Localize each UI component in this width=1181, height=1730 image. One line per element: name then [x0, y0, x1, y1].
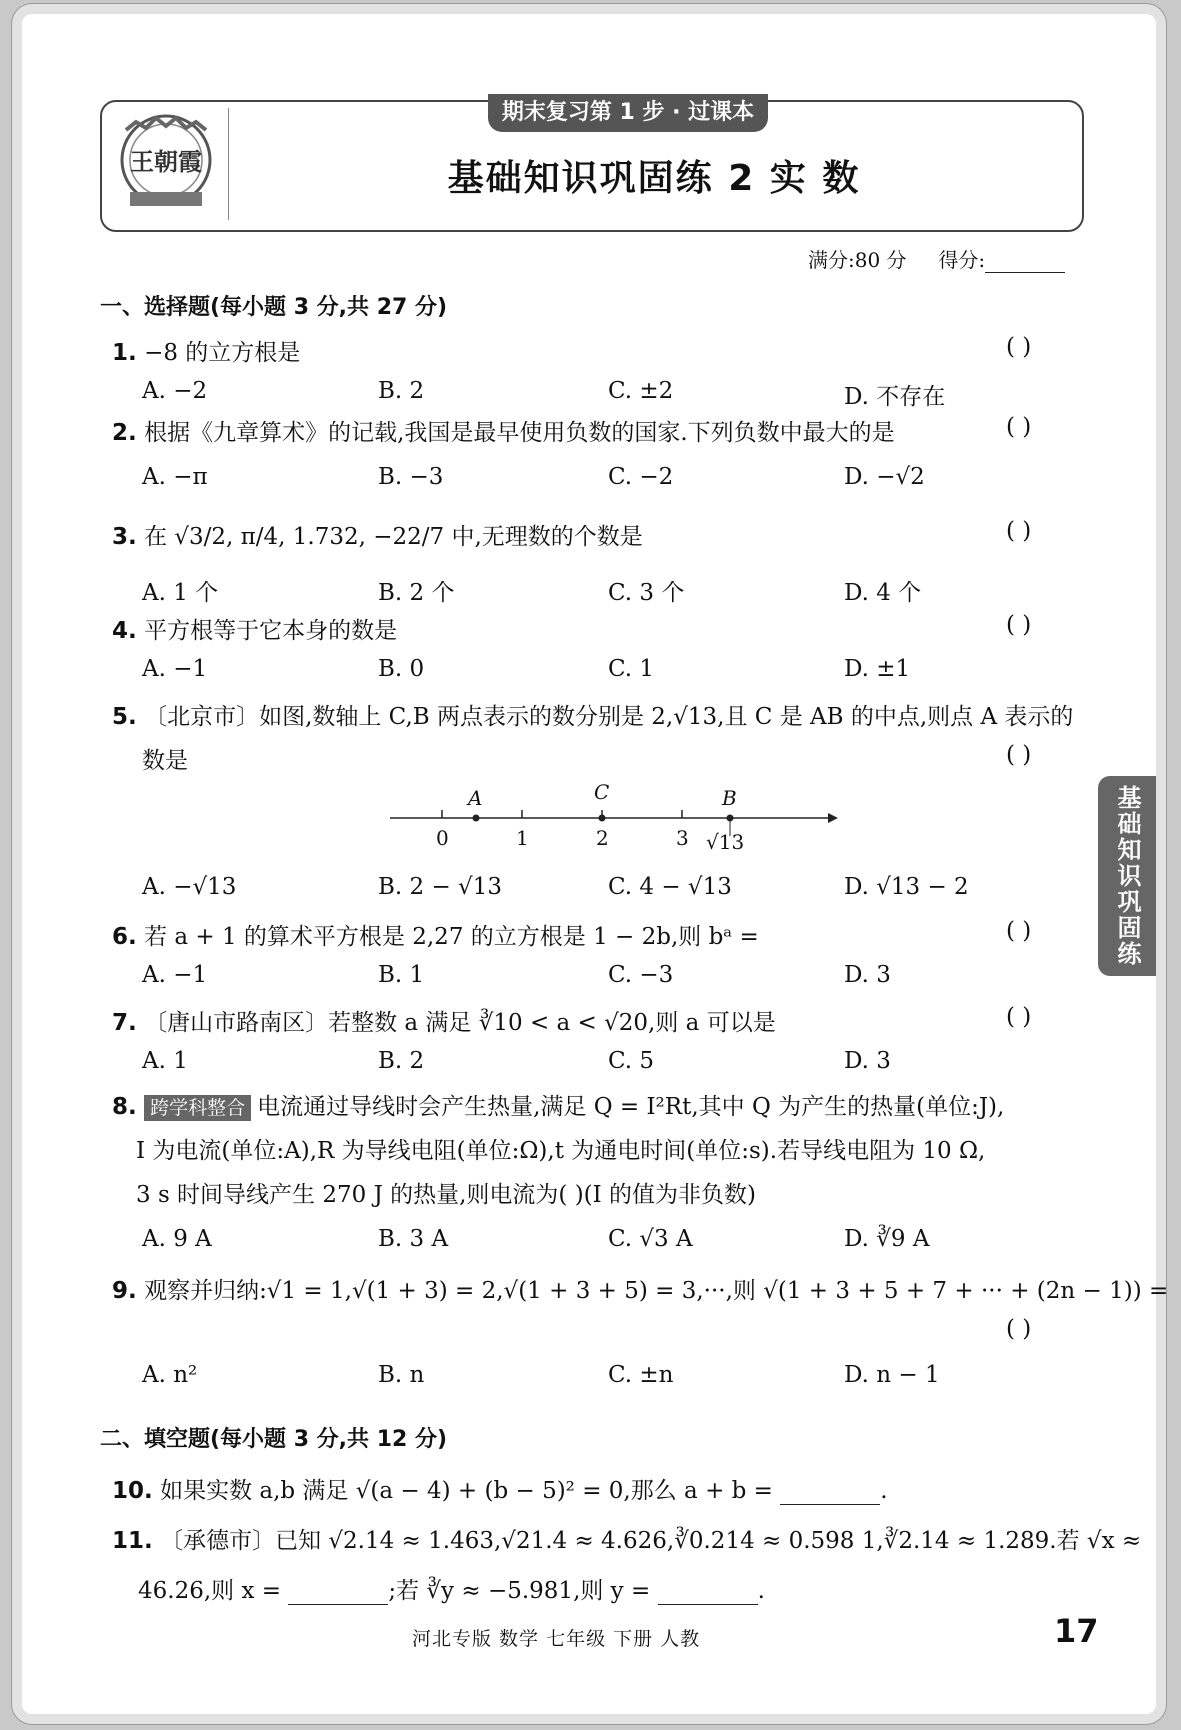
- sqrt13-label: √13: [706, 830, 745, 854]
- option-d[interactable]: D. 不存在: [844, 384, 946, 410]
- question-2: 2. 根据《九章算术》的记载,我国是最早使用负数的国家.下列负数中最大的是: [112, 420, 895, 446]
- option-d[interactable]: D. n − 1: [844, 1362, 940, 1388]
- question-11: 11. 〔承德市〕已知 √2.14 ≈ 1.463,√21.4 ≈ 4.626,∛0.214 ≈ 0.598 1,∛2.14 ≈ 1.289.若 √x ≈: [112, 1528, 1142, 1554]
- question-9: 9. 观察并归纳:√1 = 1,√(1 + 3) = 2,√(1 + 3 + 5) = 3,···,则 √(1 + 3 + 5 + 7 + ··· + (2n − 1)) =: [112, 1278, 1169, 1304]
- page-title: 基础知识巩固练 2 实 数: [447, 158, 861, 199]
- point-c-label: C: [594, 780, 610, 804]
- svg-text:王朝霞: 王朝霞: [130, 147, 202, 176]
- option-c[interactable]: C. ±2: [608, 378, 674, 404]
- answer-paren-1[interactable]: ( ): [1006, 334, 1032, 360]
- answer-blank-11-y[interactable]: [658, 1584, 758, 1605]
- side-tab[interactable]: 基础知识巩固练: [1098, 776, 1156, 976]
- option-b[interactable]: B. 2 个: [378, 580, 455, 606]
- question-1: 1. −8 的立方根是: [112, 340, 301, 366]
- point-b-label: B: [722, 786, 737, 810]
- answer-paren-7[interactable]: ( ): [1006, 1004, 1032, 1030]
- option-a[interactable]: A. 9 A: [142, 1226, 212, 1252]
- question-6: 6. 若 a + 1 的算术平方根是 2,27 的立方根是 1 − 2b,则 bᵃ =: [112, 924, 759, 950]
- number-line: [388, 780, 838, 860]
- answer-paren-9[interactable]: ( ): [1006, 1316, 1032, 1342]
- option-c[interactable]: C. −2: [608, 464, 674, 490]
- option-b[interactable]: B. 3 A: [378, 1226, 449, 1252]
- question-8: 8. 跨学科整合 电流通过导线时会产生热量,满足 Q = I²Rt,其中 Q 为产生的热量(单位:J),: [112, 1094, 1005, 1120]
- option-b[interactable]: B. 1: [378, 962, 425, 988]
- option-a[interactable]: A. 1 个: [142, 580, 219, 606]
- answer-paren-6[interactable]: ( ): [1006, 918, 1032, 944]
- question-5: 5. 〔北京市〕如图,数轴上 C,B 两点表示的数分别是 2,√13,且 C 是 AB 的中点,则点 A 表示的: [112, 704, 1074, 730]
- question-8-line2: I 为电流(单位:A),R 为导线电阻(单位:Ω),t 为通电时间(单位:s).若导线电阻为 10 Ω,: [136, 1138, 986, 1164]
- option-c[interactable]: C. 3 个: [608, 580, 685, 606]
- option-b[interactable]: B. 2 − √13: [378, 874, 502, 900]
- tick-2: 2: [596, 826, 609, 850]
- option-b[interactable]: B. 2: [378, 1048, 425, 1074]
- question-4: 4. 平方根等于它本身的数是: [112, 618, 398, 644]
- interdisciplinary-tag: 跨学科整合: [144, 1095, 251, 1121]
- option-d[interactable]: D. √13 − 2: [844, 874, 969, 900]
- option-c[interactable]: C. ±n: [608, 1362, 674, 1388]
- page-number: 17: [1054, 1612, 1099, 1650]
- got-score-label: 得分:: [938, 248, 986, 272]
- option-c[interactable]: C. 4 − √13: [608, 874, 732, 900]
- option-d[interactable]: D. 3: [844, 1048, 891, 1074]
- option-d[interactable]: D. −√2: [844, 464, 925, 490]
- option-d[interactable]: D. 3: [844, 962, 891, 988]
- point-a-label: A: [468, 786, 483, 810]
- answer-paren-2[interactable]: ( ): [1006, 414, 1032, 440]
- question-10: 10. 如果实数 a,b 满足 √(a − 4) + (b − 5)² = 0,那么 a + b = .: [112, 1478, 888, 1504]
- option-a[interactable]: A. −1: [142, 656, 208, 682]
- answer-paren-5[interactable]: ( ): [1006, 742, 1032, 768]
- option-c[interactable]: C. 1: [608, 656, 655, 682]
- tick-1: 1: [516, 826, 529, 850]
- score-line: [808, 244, 1065, 273]
- option-a[interactable]: A. −2: [142, 378, 208, 404]
- option-a[interactable]: A. −π: [142, 464, 208, 490]
- option-b[interactable]: B. 0: [378, 656, 425, 682]
- answer-blank-11-x[interactable]: [288, 1584, 388, 1605]
- option-a[interactable]: A. 1: [142, 1048, 188, 1074]
- option-d[interactable]: D. ∛9 A: [844, 1226, 930, 1252]
- option-b[interactable]: B. n: [378, 1362, 425, 1388]
- answer-blank-10[interactable]: [780, 1484, 880, 1505]
- tick-3: 3: [676, 826, 689, 850]
- question-11-line2: 46.26,则 x = ;若 ∛y ≈ −5.981,则 y = .: [138, 1578, 765, 1604]
- question-3: 3. 在 √3/2, π/4, 1.732, −22/7 中,无理数的个数是: [112, 524, 643, 550]
- option-d[interactable]: D. 4 个: [844, 580, 922, 606]
- option-a[interactable]: A. −√13: [142, 874, 237, 900]
- option-c[interactable]: C. √3 A: [608, 1226, 693, 1252]
- option-a[interactable]: A. −1: [142, 962, 208, 988]
- answer-paren-4[interactable]: ( ): [1006, 612, 1032, 638]
- section-choice: 一、选择题(每小题 3 分,共 27 分): [100, 295, 448, 320]
- full-score: 满分:80 分: [808, 248, 907, 272]
- option-c[interactable]: C. 5: [608, 1048, 655, 1074]
- tick-0: 0: [436, 826, 449, 850]
- publisher-logo: [112, 108, 220, 218]
- option-d[interactable]: D. ±1: [844, 656, 911, 682]
- score-blank[interactable]: [985, 254, 1065, 273]
- review-step-banner: 期末复习第 1 步 · 过课本: [488, 94, 768, 132]
- footer-edition: 河北专版 数学 七年级 下册 人教: [412, 1628, 701, 1650]
- question-7: 7. 〔唐山市路南区〕若整数 a 满足 ∛10 < a < √20,则 a 可以是: [112, 1010, 776, 1036]
- option-b[interactable]: B. −3: [378, 464, 444, 490]
- option-a[interactable]: A. n²: [142, 1362, 198, 1388]
- option-b[interactable]: B. 2: [378, 378, 425, 404]
- option-c[interactable]: C. −3: [608, 962, 674, 988]
- answer-paren-3[interactable]: ( ): [1006, 518, 1032, 544]
- question-5-cont: 数是: [142, 748, 188, 774]
- section-fill: 二、填空题(每小题 3 分,共 12 分): [100, 1427, 448, 1452]
- question-8-line3: 3 s 时间导线产生 270 J 的热量,则电流为( )(I 的值为非负数): [136, 1182, 757, 1208]
